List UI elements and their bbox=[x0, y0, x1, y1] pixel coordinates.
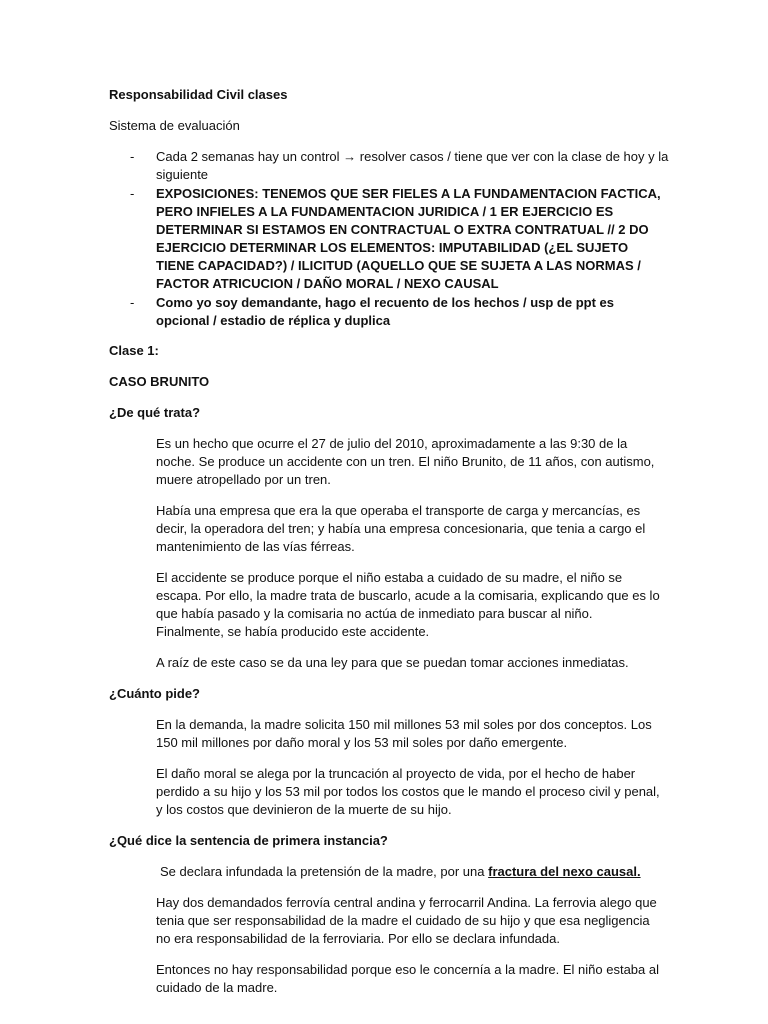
paragraph bbox=[160, 863, 661, 881]
paragraph: Hay dos demandados ferrovía central andina y ferrocarril Andina. La ferrovia alego que tenia que ser responsabilidad de la madre el cuidado de su hijo y que esa negligencia no era responsabilidad de la ferroviaria. Por ello se declara infundada. bbox=[156, 895, 657, 946]
question-heading: ¿De qué trata? bbox=[109, 405, 201, 420]
evaluation-bullet-list bbox=[109, 148, 669, 330]
paragraph: El daño moral se alega por la truncación al proyecto de vida, por el hecho de haber perdido a su hijo y los 53 mil por todos los costos que le mando el proceso civil y penal, y los costos que devinieron de la muerte de su hijo. bbox=[156, 766, 660, 817]
paragraph: En la demanda, la madre solicita 150 mil millones 53 mil soles por dos conceptos. Los 150 mil millones por daño moral y los 53 mil soles por daño emergente. bbox=[156, 717, 652, 750]
question-heading: ¿Cuánto pide? bbox=[109, 686, 200, 701]
bullet-item bbox=[109, 185, 669, 293]
paragraph: El accidente se produce porque el niño estaba a cuidado de su madre, el niño se escapa. Por ello, la madre trata de buscarlo, acude a la comisaria, explicando que es lo que había pasado y la comisaria no actúa de inmediato para buscar al niño. Finalmente, se había producido este accidente. bbox=[156, 570, 660, 639]
document-body bbox=[109, 86, 669, 1010]
document-title: Responsabilidad Civil clases bbox=[109, 87, 288, 102]
bullet-item bbox=[109, 294, 669, 330]
question-heading: ¿Qué dice la sentencia de primera instancia? bbox=[109, 833, 388, 848]
bullet-marker: - bbox=[130, 295, 135, 310]
bullet-text: Como yo soy demandante, hago el recuento de los hechos / usp de ppt es opcional / estadio de réplica y duplica bbox=[156, 295, 614, 328]
class-heading: Clase 1: bbox=[109, 343, 159, 358]
bullet-item bbox=[109, 148, 669, 184]
bullet-text: Cada 2 semanas hay un control → resolver casos / tiene que ver con la clase de hoy y la siguiente bbox=[156, 149, 669, 182]
paragraph: Había una empresa que era la que operaba el transporte de carga y mercancías, es decir, la operadora del tren; y había una empresa concesionaria, que tenia a cargo el mantenimiento de las vías férreas. bbox=[156, 503, 646, 554]
paragraph: Es un hecho que ocurre el 27 de julio del 2010, aproximadamente a las 9:30 de la noche. Se produce un accidente con un tren. El niño Brunito, de 11 años, con autismo, muere atropellado por un tren. bbox=[156, 436, 655, 487]
bullet-marker: - bbox=[130, 186, 135, 201]
bullet-marker: - bbox=[130, 149, 135, 164]
case-heading: CASO BRUNITO bbox=[109, 374, 210, 389]
paragraph-text: Se declara infundada la pretensión de la madre, por una bbox=[160, 864, 489, 879]
bullet-text: EXPOSICIONES: TENEMOS QUE SER FIELES A LA FUNDAMENTACION FACTICA, PERO INFIELES A LA FUNDAMENTACION JURIDICA / 1 ER EJERCICIO ES DETERMINAR SI ESTAMOS EN CONTRACTUAL O EXTRA CONTRATUAL // 2 DO EJERCICIO DETERMINAR LOS ELEMENTOS: IMPUTABILIDAD (¿EL SUJETO TIENE CAPACIDAD?) / ILICITUD (AQUELLO QUE SE SUJETA A LAS NORMAS / FACTOR ATRICUCION / DAÑO MORAL / NEXO CAUSAL bbox=[156, 186, 661, 291]
paragraph: Entonces no hay responsabilidad porque eso le concernía a la madre. El niño estaba al cuidado de la madre. bbox=[156, 962, 659, 995]
section-heading-evaluation: Sistema de evaluación bbox=[109, 118, 240, 133]
underlined-text: fractura del nexo causal. bbox=[488, 864, 641, 879]
paragraph: A raíz de este caso se da una ley para que se puedan tomar acciones inmediatas. bbox=[156, 655, 629, 670]
